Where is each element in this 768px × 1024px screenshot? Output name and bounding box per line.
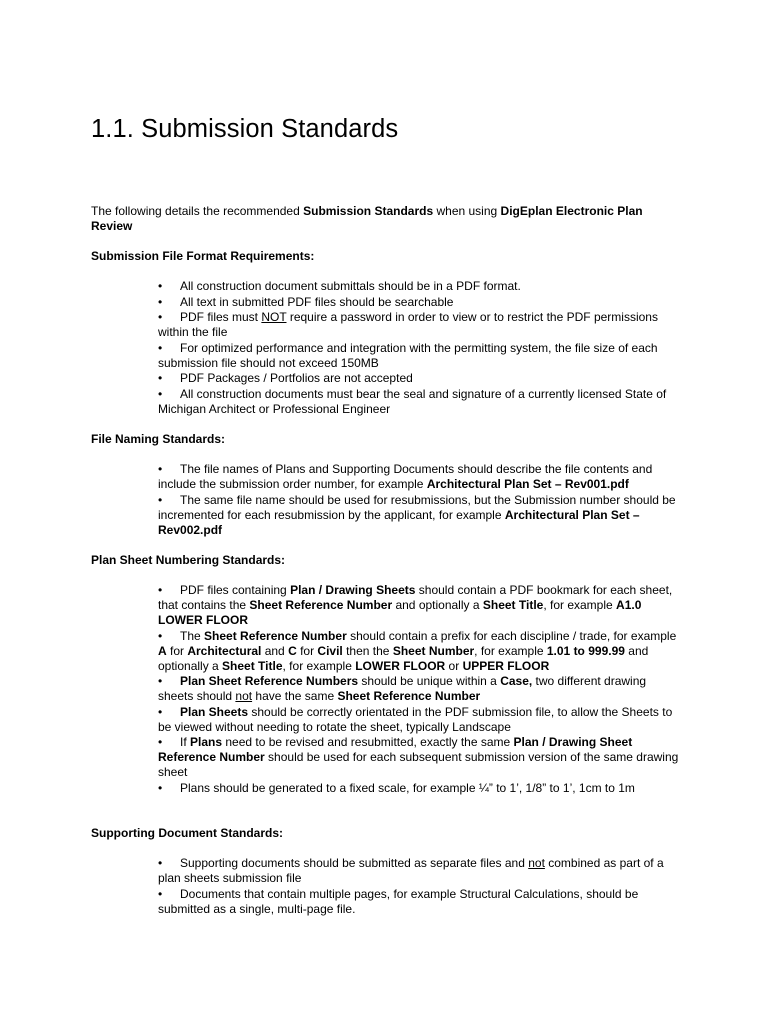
bullet: • bbox=[158, 386, 163, 401]
list-item-text: and bbox=[261, 643, 289, 658]
underlined-text: not bbox=[528, 856, 545, 870]
list-item-text: should contain a prefix for each discipline / trade, for example bbox=[346, 628, 677, 643]
list-item-text: should contain a PDF bookmark for each sheet, that contains the bbox=[158, 583, 673, 612]
list-item bbox=[158, 735, 681, 780]
list-item-text: or bbox=[445, 658, 463, 673]
list-item-text: then the bbox=[342, 643, 393, 658]
section-heading-supporting-documents: Supporting Document Standards: bbox=[91, 826, 283, 840]
bold-text: Sheet Reference Number bbox=[204, 628, 347, 643]
bullet: • bbox=[158, 310, 163, 324]
bullet: • bbox=[158, 886, 163, 901]
list-item bbox=[158, 583, 681, 628]
bold-text: Plan Sheets bbox=[180, 704, 249, 719]
list-item-text: Plans should be generated to a fixed scale, for example ¼” to 1’, 1/8” to 1’, 1cm to 1m bbox=[180, 780, 635, 795]
supporting-documents-list bbox=[158, 856, 681, 917]
page-title: 1.1. Submission Standards bbox=[91, 115, 399, 143]
list-item-text: , for example bbox=[543, 598, 617, 612]
bold-text: 1.01 to 999.99 bbox=[546, 643, 625, 658]
section-heading-file-format: Submission File Format Requirements: bbox=[91, 249, 315, 263]
bold-text: Sheet Title bbox=[222, 658, 283, 673]
bold-text: Plan Sheet Reference Numbers bbox=[180, 674, 359, 688]
list-item-text: need to be revised and resubmitted, exactly the same bbox=[222, 735, 514, 749]
list-item-text: PDF Packages / Portfolios are not accepted bbox=[180, 371, 413, 385]
list-item-text: , for example bbox=[474, 643, 547, 658]
list-item-text: The same file name should be used for resubmissions, but the Submission number should be incremented for each resubmission by the applicant, for example bbox=[158, 492, 676, 522]
list-item-text: PDF files must bbox=[180, 310, 262, 324]
list-item-text: and optionally a bbox=[392, 598, 483, 612]
bullet: • bbox=[158, 583, 163, 597]
list-item-text: The file names of Plans and Supporting Documents should describe the file contents and include the submission order number, for example bbox=[158, 462, 653, 491]
bold-text: C bbox=[288, 643, 297, 658]
section-heading-file-naming: File Naming Standards: bbox=[91, 432, 226, 446]
list-item bbox=[158, 371, 681, 386]
list-item-text: The bbox=[180, 628, 205, 643]
bold-text: Sheet Reference Number bbox=[249, 598, 393, 612]
bold-text: Sheet Title bbox=[482, 598, 544, 612]
list-item-text: and optionally a bbox=[158, 643, 649, 673]
bullet: • bbox=[158, 294, 163, 309]
bullet: • bbox=[158, 780, 163, 795]
bold-text: Plan / Drawing Sheet Reference Number bbox=[158, 735, 633, 764]
bullet: • bbox=[158, 279, 163, 293]
list-item-text: for bbox=[296, 643, 318, 658]
list-item bbox=[158, 341, 681, 371]
list-item bbox=[158, 493, 681, 538]
bullet: • bbox=[158, 371, 163, 385]
bold-text: Sheet Reference Number bbox=[337, 689, 481, 703]
bold-text: A bbox=[158, 643, 167, 658]
bullet: • bbox=[158, 674, 163, 688]
list-item bbox=[158, 705, 681, 735]
list-item-text: All construction document submittals should be in a PDF format. bbox=[180, 279, 521, 293]
list-item-text: should be unique within a bbox=[358, 674, 501, 688]
intro-text: The following details the recommended bbox=[91, 204, 304, 218]
list-item bbox=[158, 310, 681, 340]
list-item bbox=[158, 387, 681, 417]
bold-text: Plans bbox=[190, 735, 223, 749]
bullet: • bbox=[158, 704, 163, 719]
list-item-text: Supporting documents should be submitted as separate files and bbox=[180, 856, 529, 870]
intro-paragraph bbox=[91, 204, 681, 234]
list-item-text: should be used for each subsequent submission version of the same drawing sheet bbox=[158, 750, 679, 779]
list-item bbox=[158, 462, 681, 492]
file-format-list bbox=[158, 279, 681, 417]
list-item-text: Documents that contain multiple pages, for example Structural Calculations, should be submitted as a single, multi-page file. bbox=[158, 886, 639, 916]
bold-text: Plan / Drawing Sheets bbox=[290, 583, 416, 597]
list-item-text: PDF files containing bbox=[180, 583, 291, 597]
list-item-text: , for example bbox=[282, 658, 356, 673]
underlined-text: NOT bbox=[261, 310, 287, 324]
intro-text-mid: when using bbox=[433, 204, 501, 218]
list-item-text: All text in submitted PDF files should be searchable bbox=[180, 294, 454, 309]
plan-sheet-numbering-list bbox=[158, 583, 681, 796]
list-item-text: For optimized performance and integration with the permitting system, the file size of each submission file should not exceed 150MB bbox=[158, 340, 658, 370]
bold-text: Civil bbox=[317, 643, 343, 658]
list-item bbox=[158, 781, 681, 796]
list-item bbox=[158, 674, 681, 704]
list-item-text: All construction documents must bear the seal and signature of a currently licensed State of Michigan Architect or Professional Engineer bbox=[158, 386, 667, 416]
file-naming-list bbox=[158, 462, 681, 538]
bullet: • bbox=[158, 340, 163, 355]
section-heading-plan-sheet-numbering: Plan Sheet Numbering Standards: bbox=[91, 553, 286, 567]
list-item bbox=[158, 295, 681, 310]
intro-bold-submission-standards: Submission Standards bbox=[303, 204, 434, 218]
bullet: • bbox=[158, 628, 163, 643]
list-item bbox=[158, 629, 681, 674]
bullet: • bbox=[158, 735, 163, 749]
list-item bbox=[158, 856, 681, 886]
intro-bold-digeplan: DigEplan Electronic Plan Review bbox=[91, 204, 643, 233]
list-item bbox=[158, 887, 681, 917]
list-item-text: have the same bbox=[252, 689, 338, 703]
list-item-text: combined as part of a plan sheets submission file bbox=[158, 856, 664, 885]
list-item-text: require a password in order to view or to restrict the PDF permissions within the file bbox=[158, 310, 658, 339]
list-item bbox=[158, 279, 681, 294]
bold-text: Architectural bbox=[187, 643, 262, 658]
bold-text: Architectural Plan Set – Rev001.pdf bbox=[426, 477, 629, 491]
bold-text: Architectural Plan Set – Rev002.pdf bbox=[158, 507, 640, 537]
bold-text: A1.0 LOWER FLOOR bbox=[158, 598, 642, 627]
list-item-text: If bbox=[180, 735, 191, 749]
bullet: • bbox=[158, 856, 163, 870]
list-item-text: for bbox=[166, 643, 188, 658]
bold-text: LOWER FLOOR bbox=[355, 658, 446, 673]
bold-text: Case, bbox=[500, 674, 533, 688]
underlined-text: not bbox=[235, 689, 253, 703]
list-item-text: two different drawing sheets should bbox=[158, 674, 647, 703]
bold-text: Sheet Number bbox=[392, 643, 475, 658]
bold-text: UPPER FLOOR bbox=[462, 658, 550, 673]
list-item-text: should be correctly orientated in the PDF submission file, to allow the Sheets to be viewed without needing to rotate the sheet, typically Landscape bbox=[158, 704, 673, 734]
bullet: • bbox=[158, 462, 163, 476]
bullet: • bbox=[158, 492, 163, 507]
